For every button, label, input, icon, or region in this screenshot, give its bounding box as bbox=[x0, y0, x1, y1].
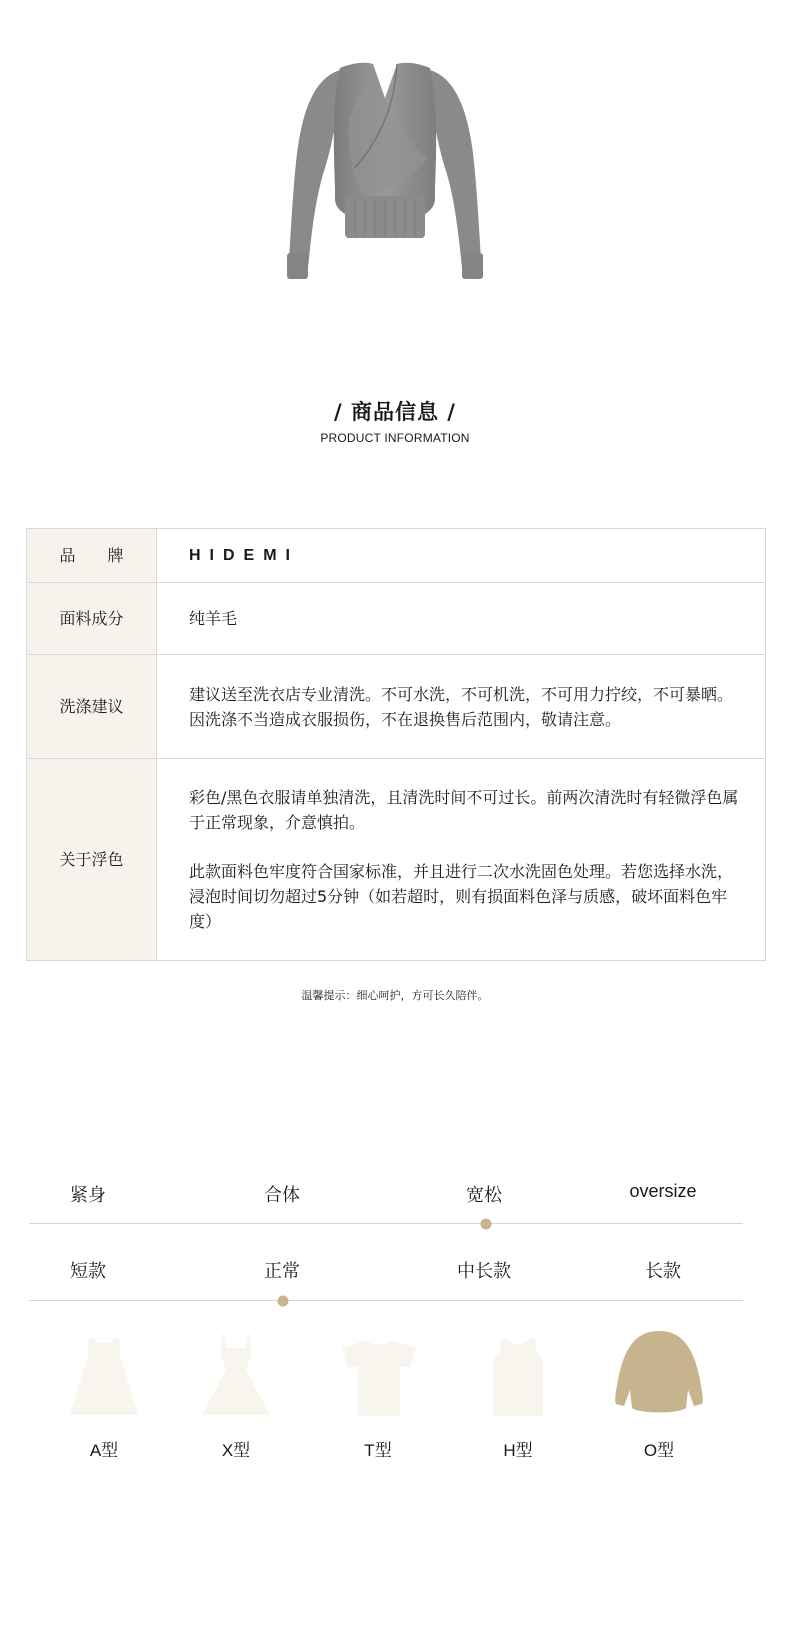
color-bleed-paragraph-2: 此款面料色牢度符合国家标准，并且进行二次水洗固色处理。若您选择水洗，浸泡时间切勿超过5分钟（如若超时，则有损面料色泽与质感，破坏面料色牢度） bbox=[189, 862, 734, 931]
material-value: 纯羊毛 bbox=[157, 583, 766, 655]
length-scale-line bbox=[29, 1300, 743, 1301]
washing-value: 建议送至洗衣店专业清洗。不可水洗，不可机洗，不可用力拧绞，不可暴晒。因洗涤不当造成衣服损伤，不在退换售后范围内，敬请注意。 bbox=[157, 655, 766, 759]
info-row-material bbox=[27, 583, 766, 655]
info-row-brand bbox=[27, 529, 766, 583]
length-option-normal: 正常 bbox=[264, 1261, 300, 1282]
care-tip: 温馨提示：细心呵护，方可长久陪伴。 bbox=[301, 989, 489, 1002]
color-bleed-paragraph-1: 彩色/黑色衣服请单独清洗，且清洗时间不可过长。前两次清洗时有轻微浮色属于正常现象，介意慎拍。 bbox=[189, 788, 739, 832]
fit-option-regular: 合体 bbox=[264, 1185, 300, 1206]
silhouette-label-t: T型 bbox=[364, 1441, 392, 1460]
fit-selected-dot bbox=[481, 1219, 492, 1230]
x-line-dress-icon bbox=[200, 1332, 272, 1417]
section-title: / 商品信息 / bbox=[334, 400, 456, 424]
silhouette-label-x: X型 bbox=[221, 1441, 251, 1460]
color-bleed-value bbox=[157, 759, 766, 961]
h-line-vest-icon bbox=[491, 1336, 545, 1418]
length-option-mid-long: 中长款 bbox=[457, 1261, 511, 1282]
silhouette-label-o: O型 bbox=[643, 1441, 675, 1460]
brand-value: HIDEMI bbox=[157, 529, 766, 583]
info-row-washing bbox=[27, 655, 766, 759]
product-info-table bbox=[26, 528, 766, 961]
info-label: 品 牌 bbox=[27, 529, 157, 583]
a-line-dress-icon bbox=[68, 1335, 140, 1417]
o-line-sweater-icon bbox=[614, 1330, 704, 1417]
t-shirt-icon bbox=[340, 1338, 418, 1418]
silhouette-label-a: A型 bbox=[89, 1441, 119, 1460]
product-sweater-image bbox=[285, 58, 485, 290]
fit-option-tight: 紧身 bbox=[70, 1185, 106, 1206]
length-option-short: 短款 bbox=[70, 1261, 106, 1282]
fit-scale-line bbox=[29, 1223, 743, 1224]
info-label: 洗涤建议 bbox=[27, 655, 157, 759]
info-row-color-bleed bbox=[27, 759, 766, 961]
fit-option-loose: 宽松 bbox=[466, 1185, 502, 1206]
fit-option-oversize: oversize bbox=[629, 1181, 697, 1201]
info-label: 关于浮色 bbox=[27, 759, 157, 961]
length-option-long: 长款 bbox=[645, 1261, 681, 1282]
info-label: 面料成分 bbox=[27, 583, 157, 655]
silhouette-label-h: H型 bbox=[503, 1441, 533, 1460]
length-selected-dot bbox=[278, 1296, 289, 1307]
section-subtitle: PRODUCT INFORMATION bbox=[320, 431, 470, 445]
